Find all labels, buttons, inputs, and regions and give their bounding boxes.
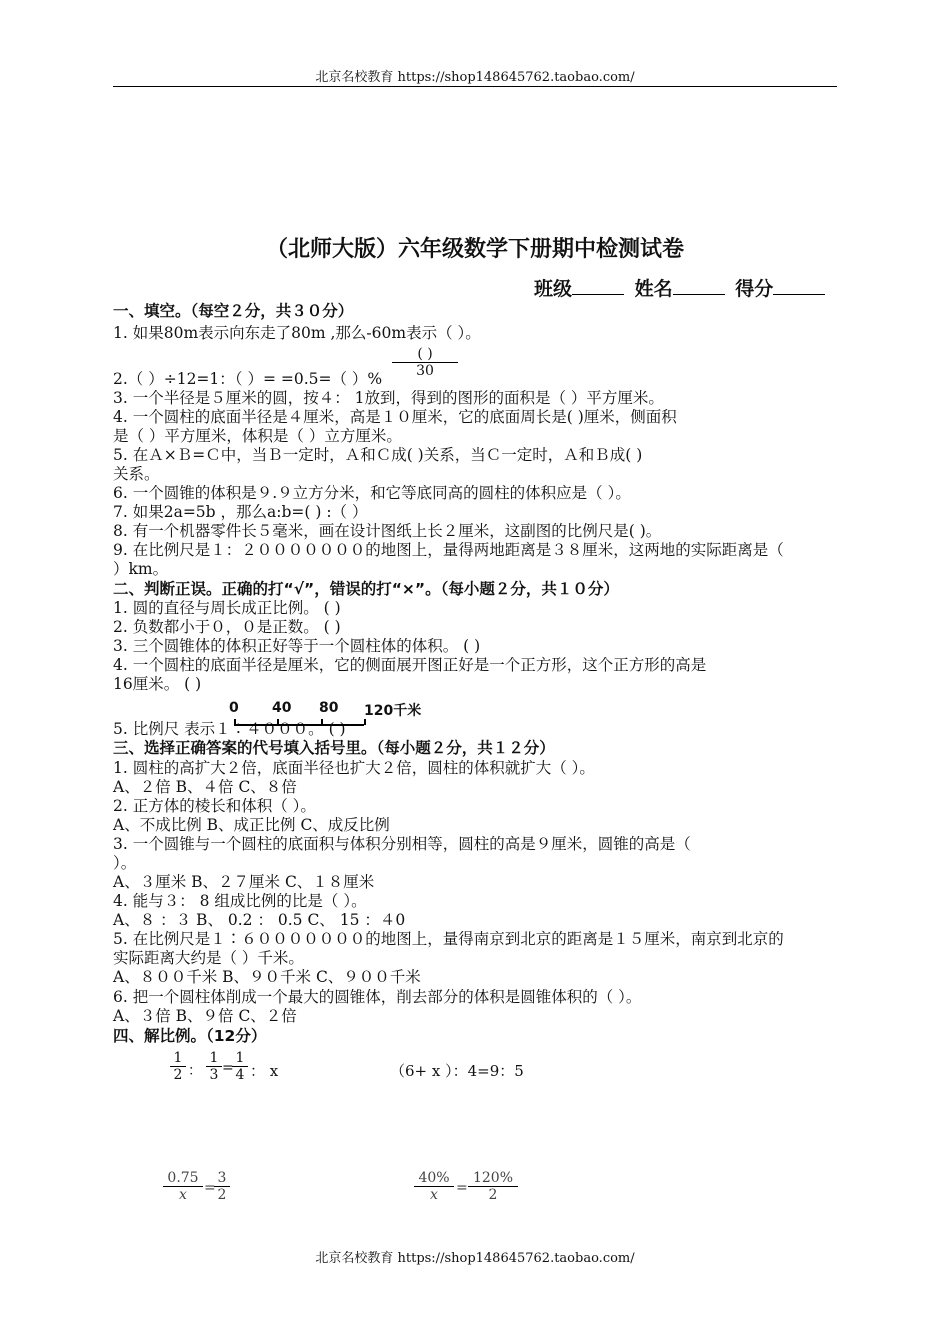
- question-line: 关系。: [113, 465, 160, 483]
- question-line: 3. 一个半径是５厘米的圆，按４： 1放到，得到的图形的面积是（ ）平方厘米。: [113, 389, 664, 407]
- equals-sign: =: [456, 1180, 468, 1196]
- scale-tick: [234, 719, 236, 725]
- scale-label: 80: [319, 700, 339, 716]
- question-line: 8. 有一个机器零件长５毫米，画在设计图纸上长２厘米，这副图的比例尺是( )。: [113, 522, 662, 540]
- denominator: 2: [217, 1187, 227, 1203]
- fraction: [232, 1050, 248, 1083]
- class-label: 班级: [534, 278, 573, 300]
- section-3-heading: 三、选择正确答案的代号填入括号里。（每小题２分，共１２分）: [113, 739, 555, 757]
- scale-tick: [364, 719, 366, 725]
- fill-in-fraction: [392, 346, 458, 379]
- question-line: 2.（ ）÷12=1：（ ）= =0.5=（ ）%: [113, 370, 383, 388]
- equation-tail: ： x: [250, 1062, 279, 1080]
- page-title: （北师大版）六年级数学下册期中检测试卷: [265, 237, 684, 262]
- class-blank[interactable]: [572, 294, 624, 295]
- equals-sign: =: [204, 1180, 216, 1196]
- fraction-denominator: 30: [416, 363, 434, 379]
- question-line: 是（ ）平方厘米，体积是（ ）立方厘米。: [113, 427, 402, 445]
- fraction: [468, 1170, 518, 1203]
- question-line: 4. 一个圆柱的底面半径是厘米，它的侧面展开图正好是一个正方形，这个正方形的高是: [113, 656, 707, 674]
- question-line: 2. 正方体的棱长和体积（ ）。: [113, 797, 316, 815]
- denominator: 3: [209, 1067, 219, 1083]
- option-line: A、３倍 B、９倍 C、２倍: [113, 1007, 297, 1025]
- section-2-heading: 二、判断正误。正确的打“√”，错误的打“×”。（每小题２分，共１０分）: [113, 580, 619, 598]
- question-line: 4. 能与３： 8 组成比例的比是（ ）。: [113, 892, 367, 910]
- question-line: 16厘米。 ( ): [113, 675, 202, 693]
- question-line: 1. 圆的直径与周长成正比例。 ( ): [113, 599, 341, 617]
- option-line: A、３厘米 B、２７厘米 C、１８厘米: [113, 873, 375, 891]
- question-line: 2. 负数都小于０，０是正数。 ( ): [113, 618, 341, 636]
- question-line: 实际距离大约是（ ）千米。: [113, 949, 304, 967]
- ratio-sign: ：: [188, 1063, 202, 1079]
- section-1-heading: 一、填空。（每空２分，共３０分）: [113, 302, 354, 320]
- denominator: 2: [488, 1187, 498, 1203]
- question-line: 3. 三个圆锥体的体积正好等于一个圆柱体的体积。 ( ): [113, 637, 481, 655]
- score-blank[interactable]: [773, 294, 825, 295]
- scale-label: 40: [272, 700, 292, 716]
- page-header: 北京名校教育 https://shop148645762.taobao.com/: [315, 70, 635, 85]
- student-info-fields: [534, 274, 829, 301]
- score-label: 得分: [735, 278, 774, 300]
- option-line: A、８ ：３ B、 0.2 ： 0.5 C、 15 ：４0: [113, 911, 406, 929]
- numerator: 0.75: [163, 1170, 203, 1187]
- question-line: 6. 一个圆锥的体积是９.９立方分米，和它等底同高的圆柱的体积应是（ ）。: [113, 484, 631, 502]
- question-line: 5. 比例尺 表示１∶４０００。 ( ): [113, 720, 346, 738]
- question-line: ）。: [113, 854, 137, 872]
- equals-sign: =: [222, 1060, 234, 1076]
- numerator: 1: [232, 1050, 248, 1067]
- numerator: 3: [214, 1170, 230, 1187]
- question-line: 5. 在比例尺是１∶６０００００００的地图上，量得南京到北京的距离是１５厘米，南京到北京的: [113, 930, 784, 948]
- question-line: 9. 在比例尺是１：２０００００００的地图上，量得两地距离是３８厘米，这两地的实际距离是（: [113, 541, 784, 559]
- option-line: A、２倍 B、４倍 C、８倍: [113, 778, 297, 796]
- page-footer: 北京名校教育 https://shop148645762.taobao.com/: [315, 1251, 635, 1266]
- numerator: 40%: [414, 1170, 454, 1187]
- scale-tick: [321, 719, 323, 725]
- question-line: 3. 一个圆锥与一个圆柱的底面积与体积分别相等，圆柱的高是９厘米，圆锥的高是（: [113, 835, 691, 853]
- question-line: ）km。: [113, 560, 169, 578]
- numerator: 1: [170, 1050, 186, 1067]
- section-4-heading: 四、解比例。（12分）: [113, 1027, 267, 1045]
- equation-2: （6+ x ）：4=9：5: [390, 1062, 524, 1080]
- scale-label: 120千米: [364, 703, 422, 719]
- fraction: [163, 1170, 203, 1203]
- question-line: 1. 如果80m表示向东走了80m ,那么-60m表示（ ）。: [113, 324, 481, 342]
- option-line: A、不成比例 B、成正比例 C、成反比例: [113, 816, 390, 834]
- fraction: [214, 1170, 230, 1203]
- denominator: 4: [235, 1067, 245, 1083]
- name-label: 姓名: [634, 278, 673, 300]
- scale-tick: [277, 719, 279, 725]
- numerator: 1: [206, 1050, 222, 1067]
- fraction: [206, 1050, 222, 1083]
- header-rule: [113, 86, 837, 87]
- fraction-numerator: ( ): [392, 346, 458, 363]
- fraction: [170, 1050, 186, 1083]
- question-line: 4. 一个圆柱的底面半径是４厘米，高是１０厘米，它的底面周长是( )厘米，侧面积: [113, 408, 677, 426]
- option-line: A、８００千米 B、９０千米 C、９００千米: [113, 968, 421, 986]
- question-line: 7. 如果2a=5b ，那么a:b=( ) :（ ）: [113, 503, 368, 521]
- fraction: [414, 1170, 454, 1203]
- question-line: 5. 在Ａ×Ｂ=Ｃ中，当Ｂ一定时，Ａ和Ｃ成( )关系，当Ｃ一定时，Ａ和Ｂ成( ): [113, 446, 643, 464]
- scale-label: 0: [229, 700, 239, 716]
- scale-line: [234, 724, 364, 726]
- denominator: 2: [173, 1067, 183, 1083]
- denominator: x: [179, 1187, 187, 1203]
- question-line: 6. 把一个圆柱体削成一个最大的圆锥体，削去部分的体积是圆锥体积的（ ）。: [113, 988, 642, 1006]
- numerator: 120%: [468, 1170, 518, 1187]
- name-blank[interactable]: [673, 294, 725, 295]
- denominator: x: [430, 1187, 438, 1203]
- question-line: 1. 圆柱的高扩大２倍，底面半径也扩大２倍，圆柱的体积就扩大（ ）。: [113, 759, 595, 777]
- scale-bar: [224, 700, 434, 730]
